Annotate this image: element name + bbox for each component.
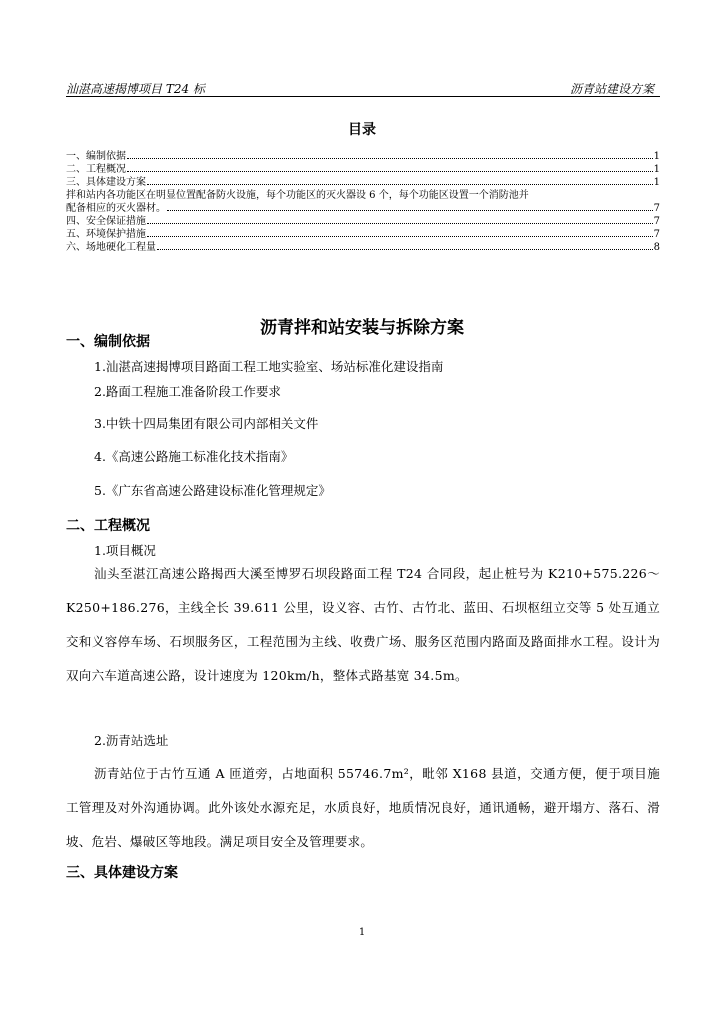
toc-entry-long[interactable]: 拌和站内各功能区在明显位置配备防火设施，每个功能区的灭火器设 6 个，每个功能区设置一个消防池并 配备相应的灭火器材。 7 [66, 190, 660, 214]
toc-entry[interactable]: 四、安全保证措施 7 [66, 216, 660, 227]
toc-entry[interactable]: 二、工程概况 1 [66, 164, 660, 175]
section-heading: 二、工程概况 [66, 518, 150, 534]
document-title: 沥青拌和站安装与拆除方案 [260, 318, 464, 338]
toc-title: 目录 [348, 122, 376, 138]
section-heading: 三、具体建设方案 [66, 865, 178, 881]
running-header [66, 80, 660, 97]
subsection-heading: 2.沥青站选址 [94, 733, 169, 748]
reference-item: 1.汕湛高速揭博项目路面工程工地实验室、场站标准化建设指南 [94, 359, 444, 374]
header-project-name: 汕湛高速揭博项目 T24 标 [66, 82, 205, 96]
toc-entry[interactable]: 五、环境保护措施 7 [66, 229, 660, 240]
page-number: 1 [358, 927, 366, 938]
paragraph-site-selection: 沥青站位于古竹互通 A 匝道旁，占地面积 55746.7m²，毗邻 X168 县道，交通方便，便于项目施工管理及对外沟通协调。此外该处水源充足，水质良好，地质情况良好，通讯通畅，避开塌方、落石、滑坡、危岩、爆破区等地段。满足项目安全及管理要求。 [66, 766, 660, 849]
table-of-contents [66, 150, 660, 254]
toc-entry[interactable]: 三、具体建设方案 1 [66, 177, 660, 188]
subsection-heading: 1.项目概况 [94, 543, 156, 558]
reference-item: 3.中铁十四局集团有限公司内部相关文件 [94, 416, 319, 431]
paragraph-project-overview: 汕头至湛江高速公路揭西大溪至博罗石坝段路面工程 T24 合同段，起止桩号为 K210+575.226～K250+186.276，主线全长 39.611 公里，设义容、古竹、古竹北、蓝田、石坝枢纽立交等 5 处互通立交和义容停车场、石坝服务区，工程范围为主线、收费广场、服务区范围内路面及路面排水工程。设计为双向六车道高速公路，设计速度为 120km/h，整体式路基宽 34.5m。 [66, 566, 660, 683]
header-doc-name: 沥青站建设方案 [569, 82, 654, 96]
reference-item: 4.《高速公路施工标准化技术指南》 [94, 449, 294, 464]
reference-item: 5.《广东省高速公路建设标准化管理规定》 [94, 483, 331, 498]
toc-entry[interactable]: 一、编制依据 1 [66, 151, 660, 162]
toc-long-line2: 配备相应的灭火器材。 [66, 203, 166, 214]
toc-long-line1: 拌和站内各功能区在明显位置配备防火设施，每个功能区的灭火器设 6 个，每个功能区设置一个消防池并 [66, 190, 529, 201]
reference-item: 2.路面工程施工准备阶段工作要求 [94, 384, 281, 399]
section-heading: 一、编制依据 [66, 334, 150, 350]
toc-entry[interactable]: 六、场地硬化工程量 8 [66, 242, 660, 253]
